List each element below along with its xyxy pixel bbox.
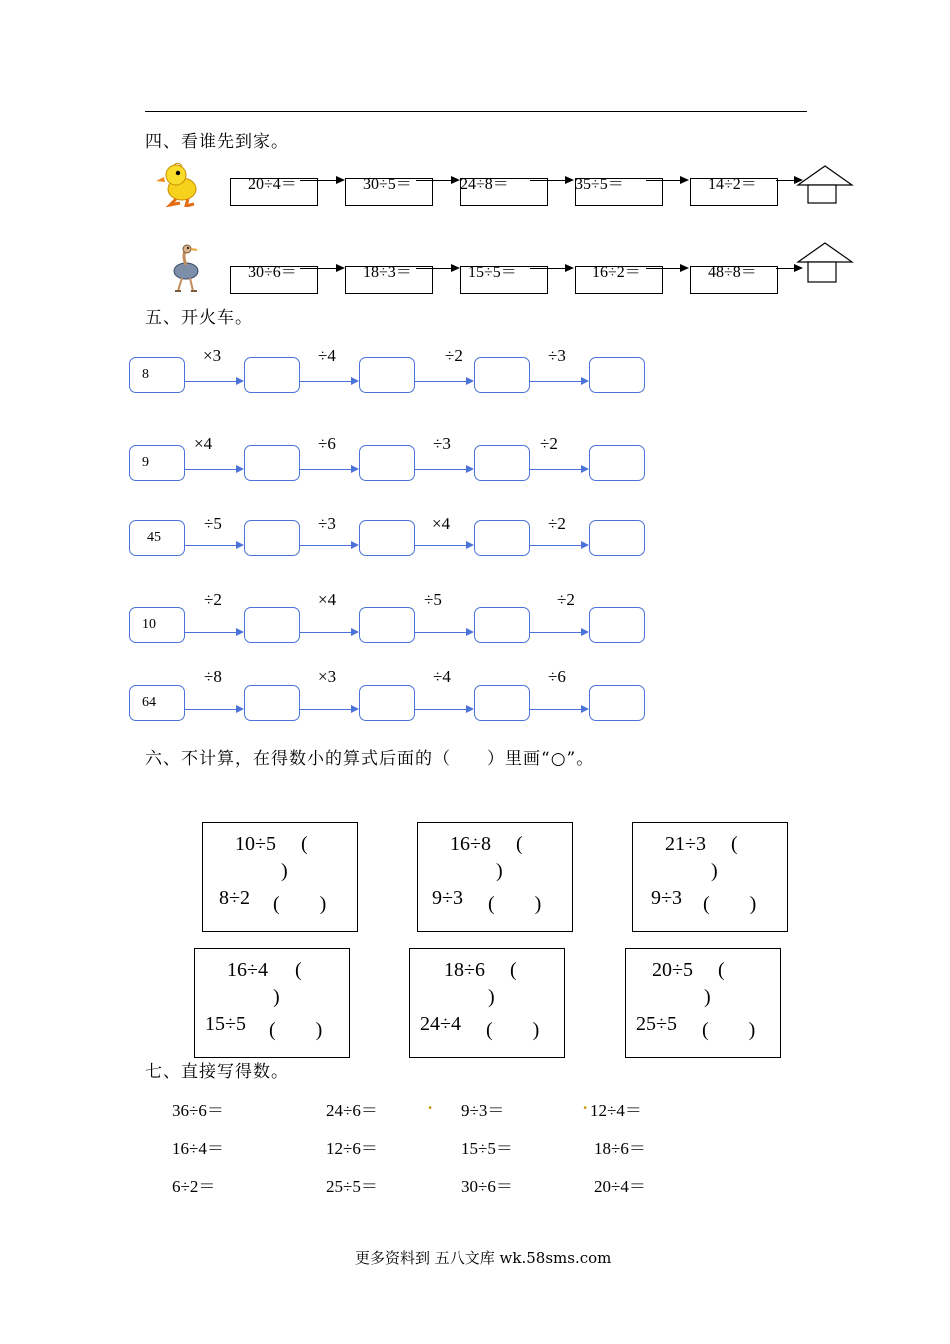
equation: 30÷6＝ (248, 264, 297, 281)
train-arrow-head (581, 465, 589, 473)
arrow-head (336, 176, 345, 184)
section4-heading: 四、看谁先到家。 (145, 132, 289, 152)
expression-b: 9÷3 (432, 887, 463, 909)
train-arrow-head (581, 628, 589, 636)
train-arrow-head (581, 541, 589, 549)
train-arrow-head (466, 377, 474, 385)
train-start-box (129, 607, 185, 643)
expression-a: 18÷6 (444, 959, 485, 981)
train-arrow-line (185, 381, 237, 382)
train-arrow-line (415, 381, 467, 382)
train-operation: ÷3 (548, 346, 566, 365)
train-answer-box[interactable] (244, 357, 300, 393)
house-icon (796, 165, 854, 205)
train-arrow-line (300, 709, 352, 710)
paren-open[interactable]: ( (295, 959, 302, 981)
equation: 16÷2＝ (592, 264, 641, 281)
expression-a: 20÷5 (652, 959, 693, 981)
arrow-head (336, 264, 345, 272)
expression-a: 16÷8 (450, 833, 491, 855)
chick-icon (152, 161, 202, 207)
train-arrow-line (530, 381, 582, 382)
paren-close: ) (496, 860, 503, 882)
train-operation: ÷2 (540, 434, 558, 453)
paren-close: ) (488, 986, 495, 1008)
footer-text: 更多资料到 五八文库 wk.58sms.com (355, 1249, 612, 1267)
train-arrow-head (351, 465, 359, 473)
equation: 35÷5＝ (575, 176, 624, 193)
top-rule (145, 111, 807, 112)
train-operation: ÷4 (433, 667, 451, 686)
paren-close: ) (711, 860, 718, 882)
train-operation: ×3 (318, 667, 337, 686)
equation: 14÷2＝ (708, 176, 757, 193)
paren-pair[interactable]: ( ) (702, 1019, 756, 1041)
expression-b: 24÷4 (420, 1013, 461, 1035)
compare-box (417, 822, 573, 932)
train-arrow-head (581, 705, 589, 713)
arrow-head (451, 176, 460, 184)
calc-item: 18÷6＝ (594, 1139, 646, 1158)
expression-a: 21÷3 (665, 833, 706, 855)
train-operation: ÷2 (557, 590, 575, 609)
paren-pair[interactable]: ( ) (486, 1019, 540, 1041)
calc-item: 30÷6＝ (461, 1177, 513, 1196)
train-answer-box[interactable] (474, 685, 530, 721)
paren-open[interactable]: ( (516, 833, 523, 855)
train-operation: ×4 (432, 514, 451, 533)
train-answer-box[interactable] (244, 520, 300, 556)
expression-b: 15÷5 (205, 1013, 246, 1035)
train-answer-box[interactable] (474, 607, 530, 643)
train-start-value: 8 (142, 367, 149, 382)
train-operation: ÷2 (445, 346, 463, 365)
compare-box (632, 822, 788, 932)
compare-box (409, 948, 565, 1058)
train-answer-box[interactable] (244, 445, 300, 481)
paren-open[interactable]: ( (510, 959, 517, 981)
train-answer-box[interactable] (359, 520, 415, 556)
arrow-line (776, 180, 796, 181)
arrow-head (451, 264, 460, 272)
calc-item: 15÷5＝ (461, 1139, 513, 1158)
train-answer-box[interactable] (359, 445, 415, 481)
train-operation: ÷5 (424, 590, 442, 609)
train-arrow-head (351, 377, 359, 385)
train-start-value: 45 (147, 530, 161, 545)
stray-dot: . (428, 1094, 433, 1113)
train-start-value: 9 (142, 455, 149, 470)
paren-pair[interactable]: ( ) (269, 1019, 323, 1041)
paren-open[interactable]: ( (301, 833, 308, 855)
train-arrow-head (351, 628, 359, 636)
arrow-line (530, 180, 567, 181)
train-operation: ÷4 (318, 346, 336, 365)
train-arrow-line (530, 469, 582, 470)
calc-item: 12÷6＝ (326, 1139, 378, 1158)
arrow-line (416, 180, 453, 181)
train-arrow-head (236, 377, 244, 385)
train-answer-box[interactable] (589, 607, 645, 643)
train-answer-box[interactable] (474, 357, 530, 393)
train-answer-box[interactable] (589, 520, 645, 556)
train-arrow-head (351, 705, 359, 713)
train-start-box (129, 357, 185, 393)
calc-item: 25÷5＝ (326, 1177, 378, 1196)
calc-item: 6÷2＝ (172, 1177, 216, 1196)
arrow-line (300, 180, 338, 181)
train-operation: ÷2 (204, 590, 222, 609)
paren-open[interactable]: ( (731, 833, 738, 855)
house-icon (796, 242, 854, 284)
train-arrow-head (466, 541, 474, 549)
train-arrow-line (185, 545, 237, 546)
train-arrow-head (236, 541, 244, 549)
train-answer-box[interactable] (589, 357, 645, 393)
train-arrow-line (300, 632, 352, 633)
calc-item: 24÷6＝ (326, 1101, 378, 1120)
train-operation: ÷2 (548, 514, 566, 533)
train-answer-box[interactable] (474, 445, 530, 481)
expression-b: 8÷2 (219, 887, 250, 909)
train-arrow-line (300, 469, 352, 470)
train-arrow-head (466, 628, 474, 636)
arrow-head (565, 176, 574, 184)
arrow-head (565, 264, 574, 272)
section5-heading: 五、开火车。 (145, 308, 253, 328)
compare-box (625, 948, 781, 1058)
train-start-box (129, 685, 185, 721)
expression-a: 10÷5 (235, 833, 276, 855)
expression-b: 25÷5 (636, 1013, 677, 1035)
arrow-line (776, 268, 796, 269)
train-answer-box[interactable] (244, 685, 300, 721)
train-answer-box[interactable] (359, 357, 415, 393)
train-start-box (129, 445, 185, 481)
arrow-head (680, 264, 689, 272)
train-arrow-line (415, 709, 467, 710)
paren-close: ) (704, 986, 711, 1008)
compare-box (194, 948, 350, 1058)
section6-heading: 六、不计算，在得数小的算式后面的（ ）里画“○”。 (145, 749, 595, 769)
train-operation: ÷5 (204, 514, 222, 533)
equation: 48÷8＝ (708, 264, 757, 281)
equation: 20÷4＝ (248, 176, 297, 193)
train-operation: ×4 (194, 434, 213, 453)
paren-pair[interactable]: ( ) (488, 893, 542, 915)
paren-close: ) (281, 860, 288, 882)
calc-item: 16÷4＝ (172, 1139, 224, 1158)
train-operation: ÷6 (548, 667, 566, 686)
train-arrow-head (466, 705, 474, 713)
train-arrow-head (466, 465, 474, 473)
calc-item: 12÷4＝ (590, 1101, 642, 1120)
arrow-line (300, 268, 338, 269)
paren-open[interactable]: ( (718, 959, 725, 981)
train-start-value: 64 (142, 695, 156, 710)
arrow-line (416, 268, 453, 269)
train-answer-box[interactable] (359, 685, 415, 721)
train-arrow-line (415, 469, 467, 470)
equation: 15÷5＝ (468, 264, 517, 281)
train-arrow-line (530, 545, 582, 546)
train-start-value: 10 (142, 617, 156, 632)
paren-pair[interactable]: ( ) (703, 893, 757, 915)
arrow-line (646, 268, 682, 269)
train-operation: ÷3 (318, 514, 336, 533)
train-operation: ÷8 (204, 667, 222, 686)
train-operation: ÷6 (318, 434, 336, 453)
train-arrow-head (236, 705, 244, 713)
train-arrow-line (530, 632, 582, 633)
train-arrow-line (415, 632, 467, 633)
arrow-line (530, 268, 567, 269)
train-arrow-line (185, 469, 237, 470)
expression-a: 16÷4 (227, 959, 268, 981)
arrow-head (680, 176, 689, 184)
calc-item: 9÷3＝ (461, 1101, 505, 1120)
compare-box (202, 822, 358, 932)
equation: 30÷5＝ (363, 176, 412, 193)
train-answer-box[interactable] (244, 607, 300, 643)
ostrich-icon (166, 243, 202, 293)
section7-heading: 七、直接写得数。 (145, 1062, 289, 1082)
stray-dot: . (583, 1094, 588, 1113)
train-arrow-head (236, 628, 244, 636)
train-arrow-head (236, 465, 244, 473)
train-arrow-head (581, 377, 589, 385)
train-arrow-line (415, 545, 467, 546)
train-operation: ÷3 (433, 434, 451, 453)
train-arrow-head (351, 541, 359, 549)
calc-item: 20÷4＝ (594, 1177, 646, 1196)
calc-item: 36÷6＝ (172, 1101, 224, 1120)
train-arrow-line (300, 545, 352, 546)
arrow-line (646, 180, 682, 181)
train-answer-box[interactable] (589, 685, 645, 721)
train-arrow-line (300, 381, 352, 382)
equation: 18÷3＝ (363, 264, 412, 281)
train-start-box (129, 520, 185, 556)
train-operation: ×3 (203, 346, 222, 365)
train-answer-box[interactable] (589, 445, 645, 481)
train-answer-box[interactable] (359, 607, 415, 643)
expression-b: 9÷3 (651, 887, 682, 909)
train-arrow-line (185, 632, 237, 633)
train-arrow-line (530, 709, 582, 710)
train-arrow-line (185, 709, 237, 710)
equation: 24÷8＝ (460, 176, 509, 193)
train-operation: ×4 (318, 590, 337, 609)
paren-close: ) (273, 986, 280, 1008)
train-answer-box[interactable] (474, 520, 530, 556)
paren-pair[interactable]: ( ) (273, 893, 327, 915)
